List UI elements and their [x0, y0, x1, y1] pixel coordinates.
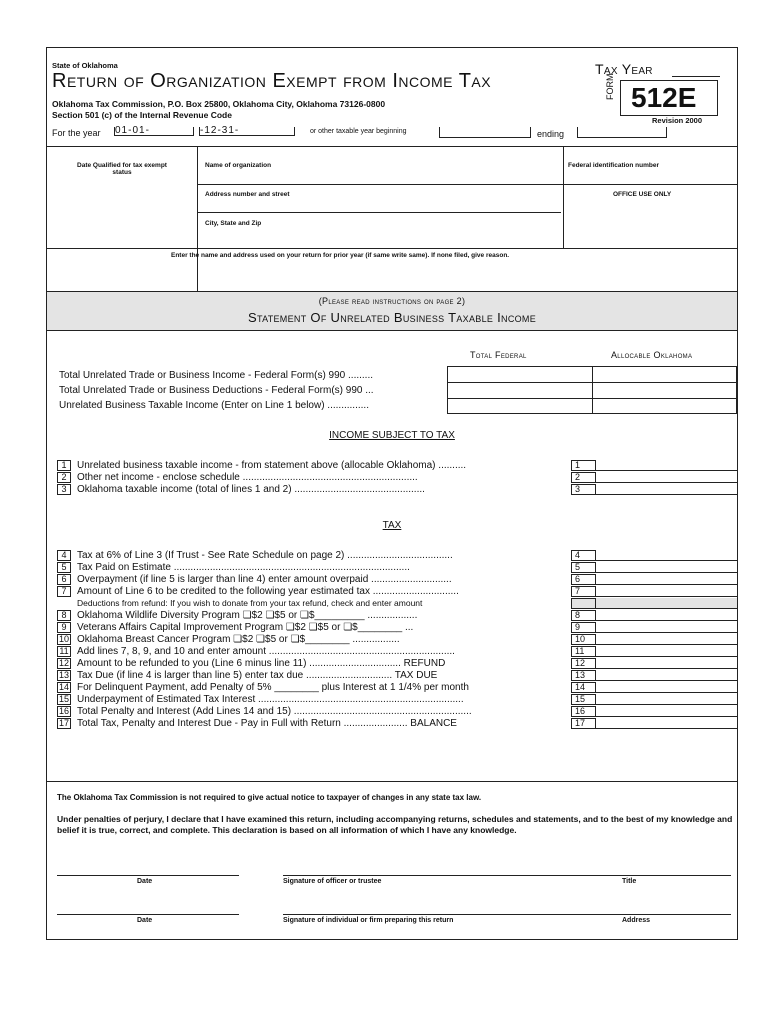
tax-line-text: Oklahoma Breast Cancer Program ❏$2 ❏$5 or ❏$________ .................	[77, 634, 400, 645]
form-number-box	[620, 80, 718, 116]
tax-line-16-amount[interactable]	[596, 706, 737, 717]
tax-rnum-17: 17	[571, 718, 596, 729]
tax-line-num: 11	[57, 646, 71, 657]
tax-rnum-12: 12	[571, 658, 596, 669]
address-caption: Address	[622, 917, 651, 924]
tax-line-6-amount[interactable]	[596, 574, 737, 585]
tax-line-text: Tax Paid on Estimate .....................................................................................	[77, 562, 410, 573]
tax-line-num: 10	[58, 634, 69, 644]
form-number: 512E	[631, 82, 697, 113]
tax-line-10-amount[interactable]	[596, 634, 737, 645]
tax-line-num: 15	[58, 694, 69, 704]
tax-line-text: Add lines 7, 8, 9, and 10 and enter amount ...................................................................	[77, 646, 455, 657]
tax-line-text: For Delinquent Payment, add Penalty of 5% ________ plus Interest at 1 1/4% per month	[77, 682, 469, 693]
income-line-1-rnum: 1	[571, 460, 596, 471]
prior-year-note: Enter the name and address used on your return for prior year (if same write same). If none filed, give reason.	[171, 252, 510, 259]
tax-line-13-amount[interactable]	[596, 670, 737, 681]
tax-line-text: Tax Due (if line 4 is larger than line 5) enter tax due ............................... TAX DUE	[77, 670, 438, 681]
tax-year-label: Tax Year	[595, 61, 653, 77]
tax-year-input[interactable]	[672, 61, 720, 77]
tax-line-text: Total Penalty and Interest (Add Lines 14 and 15) ................................................................	[77, 706, 472, 717]
preparer-signature-input[interactable]	[283, 899, 731, 913]
tax-line-text: Oklahoma Wildlife Diversity Program ❏$2 ❏$5 or ❏$_________ ..................	[77, 610, 418, 621]
tax-rnum-11: 11	[571, 646, 596, 657]
tax-line-text: Tax at 6% of Line 3 (If Trust - See Rate Schedule on page 2) ......................................	[77, 550, 453, 561]
tax-rnum-7: 7	[571, 586, 596, 597]
statement-row-3: Unrelated Business Taxable Income (Enter on Line 1 below) ...............	[59, 400, 369, 411]
income-line-1-text: Unrelated business taxable income - from statement above (allocable Oklahoma) ..........	[77, 460, 467, 471]
tax-rnum-6: 6	[571, 574, 596, 585]
tax-line-num: 14	[58, 682, 69, 692]
income-line-3-text: Oklahoma taxable income (total of lines 1 and 2) ...............................................	[77, 484, 425, 495]
income-line-2-amount[interactable]	[596, 472, 737, 483]
end-date-text: -12-31-	[199, 127, 295, 136]
title-caption: Title	[622, 878, 637, 885]
statement-row-1: Total Unrelated Trade or Business Income - Federal Form(s) 990 .........	[59, 370, 374, 381]
tax-line-9-amount[interactable]	[596, 622, 737, 633]
sig-preparer-caption: Signature of individual or firm preparing this return	[283, 917, 454, 924]
tax-rnum-4: 4	[571, 550, 596, 561]
tax-line-text: Amount of Line 6 to be credited to the following year estimated tax ...............................	[77, 586, 459, 597]
tax-line-7-amount[interactable]	[596, 586, 737, 597]
ending-label: ending	[537, 129, 565, 139]
statement-title: Statement Of Unrelated Business Taxable Income	[247, 310, 537, 325]
other-year-label: or other taxable year beginning	[310, 128, 407, 135]
date1-caption: Date	[137, 878, 153, 885]
tax-rnum-14: 14	[571, 682, 596, 693]
for-year-label: For the year	[52, 128, 101, 138]
declaration-text: Under penalties of perjury, I declare that I have examined this return, including accompanying returns, schedules and statements, and to the best of my knowledge and belief it is true, correct, and complete. This declaration is based on all information of which I have any knowledge.	[57, 814, 733, 835]
federal-col-box	[447, 366, 593, 414]
form-title: Return of Organization Exempt from Income Tax	[52, 70, 492, 92]
officer-signature-input[interactable]	[283, 860, 731, 874]
date-qualified-label: Date Qualified for tax exempt status	[77, 162, 167, 176]
office-use-label: OFFICE USE ONLY	[613, 191, 672, 198]
form-vertical-label: FORM	[605, 73, 615, 100]
tax-line-14-amount[interactable]	[596, 682, 737, 693]
begin-date-input[interactable]	[439, 127, 531, 138]
tax-line-text: Veterans Affairs Capital Improvement Program ❏$2 ❏$5 or ❏$________ ...	[77, 622, 414, 633]
income-line-3-rnum: 3	[571, 484, 596, 495]
tax-line-num: 5	[57, 562, 71, 573]
tax-line-num: 7	[57, 586, 71, 597]
tax-rnum-16: 16	[571, 706, 596, 717]
tax-line-4-amount[interactable]	[596, 550, 737, 561]
income-line-2-rnum: 2	[571, 472, 596, 483]
tax-line-num: 4	[57, 550, 71, 561]
statement-row-2: Total Unrelated Trade or Business Deductions - Federal Form(s) 990 ...	[59, 385, 374, 396]
irs-section: Section 501 (c) of the Internal Revenue Code	[52, 110, 232, 120]
tax-rnum-9: 9	[571, 622, 596, 633]
notice-text: The Oklahoma Tax Commission is not required to give actual notice to taxpayer of changes in any state tax law.	[57, 793, 482, 802]
tax-rnum-13: 13	[571, 670, 596, 681]
tax-rnum-10: 10	[571, 634, 596, 645]
tax-rnum-5: 5	[571, 562, 596, 573]
state-label: State of Oklahoma	[52, 61, 118, 70]
date2-caption: Date	[137, 917, 153, 924]
end-date-combo[interactable]	[199, 127, 295, 138]
tax-line-text: Amount to be refunded to you (Line 6 minus line 11) ................................. REFUND	[77, 658, 446, 669]
donation-shaded-cell	[596, 598, 737, 609]
tax-line-text: Underpayment of Estimated Tax Interest ..........................................................................	[77, 694, 464, 705]
income-heading: INCOME SUBJECT TO TAX	[329, 430, 455, 441]
oklahoma-col-box	[592, 366, 737, 414]
city-state-label: City, State and Zip	[205, 220, 262, 227]
tax-heading: TAX	[382, 520, 402, 531]
form-512e	[46, 47, 738, 940]
tax-line-num: 16	[58, 706, 69, 716]
date2-input[interactable]	[57, 899, 239, 913]
income-line-3-num: 3	[57, 484, 71, 495]
tax-line-num: 17	[58, 718, 69, 728]
tax-rnum-8: 8	[571, 610, 596, 621]
tax-line-15-amount[interactable]	[596, 694, 737, 705]
tax-line-num: 12	[58, 658, 69, 668]
org-name-label: Name of organization	[205, 162, 272, 169]
tax-line-17-amount[interactable]	[596, 718, 737, 729]
tax-line-text: Overpayment (if line 5 is larger than line 4) enter amount overpaid .............................	[77, 574, 452, 585]
income-line-1-num: 1	[57, 460, 71, 471]
sig-officer-caption: Signature of officer or trustee	[283, 878, 382, 885]
address-street-label: Address number and street	[205, 191, 290, 198]
commission-address: Oklahoma Tax Commission, P.O. Box 25800, Oklahoma City, Oklahoma 73126-0800	[52, 99, 386, 109]
instructions-note: (Please read instructions on page 2)	[318, 296, 466, 306]
start-date-combo[interactable]	[114, 127, 194, 138]
col-federal: Total Federal	[470, 350, 527, 360]
tax-line-num: 13	[58, 670, 69, 680]
income-line-3-amount[interactable]	[596, 484, 737, 495]
tax-line-8-amount[interactable]	[596, 610, 737, 621]
tax-line-5-amount[interactable]	[596, 562, 737, 573]
donation-note-text: Deductions from refund: If you wish to donate from your tax refund, check and enter amount	[77, 598, 423, 608]
income-line-2-num: 2	[57, 472, 71, 483]
tax-rnum-blank	[571, 598, 596, 609]
tax-line-num: 6	[57, 574, 71, 585]
income-line-2-text: Other net income - enclose schedule ...............................................................	[77, 472, 418, 483]
tax-line-num: 9	[57, 622, 71, 633]
tax-line-num: 8	[57, 610, 71, 621]
fein-label: Federal identification number	[568, 162, 660, 169]
tax-line-text: Total Tax, Penalty and Interest Due - Pay in Full with Return ....................... BALANCE	[77, 718, 457, 729]
income-line-1-amount[interactable]	[596, 460, 737, 471]
col-oklahoma: Allocable Oklahoma	[611, 350, 693, 360]
revision-label: Revision 2000	[652, 116, 703, 125]
tax-line-12-amount[interactable]	[596, 658, 737, 669]
tax-line-11-amount[interactable]	[596, 646, 737, 657]
date1-input[interactable]	[57, 860, 239, 874]
start-date-text: 01-01-	[114, 127, 194, 136]
ending-date-input[interactable]	[577, 127, 667, 138]
tax-rnum-15: 15	[571, 694, 596, 705]
